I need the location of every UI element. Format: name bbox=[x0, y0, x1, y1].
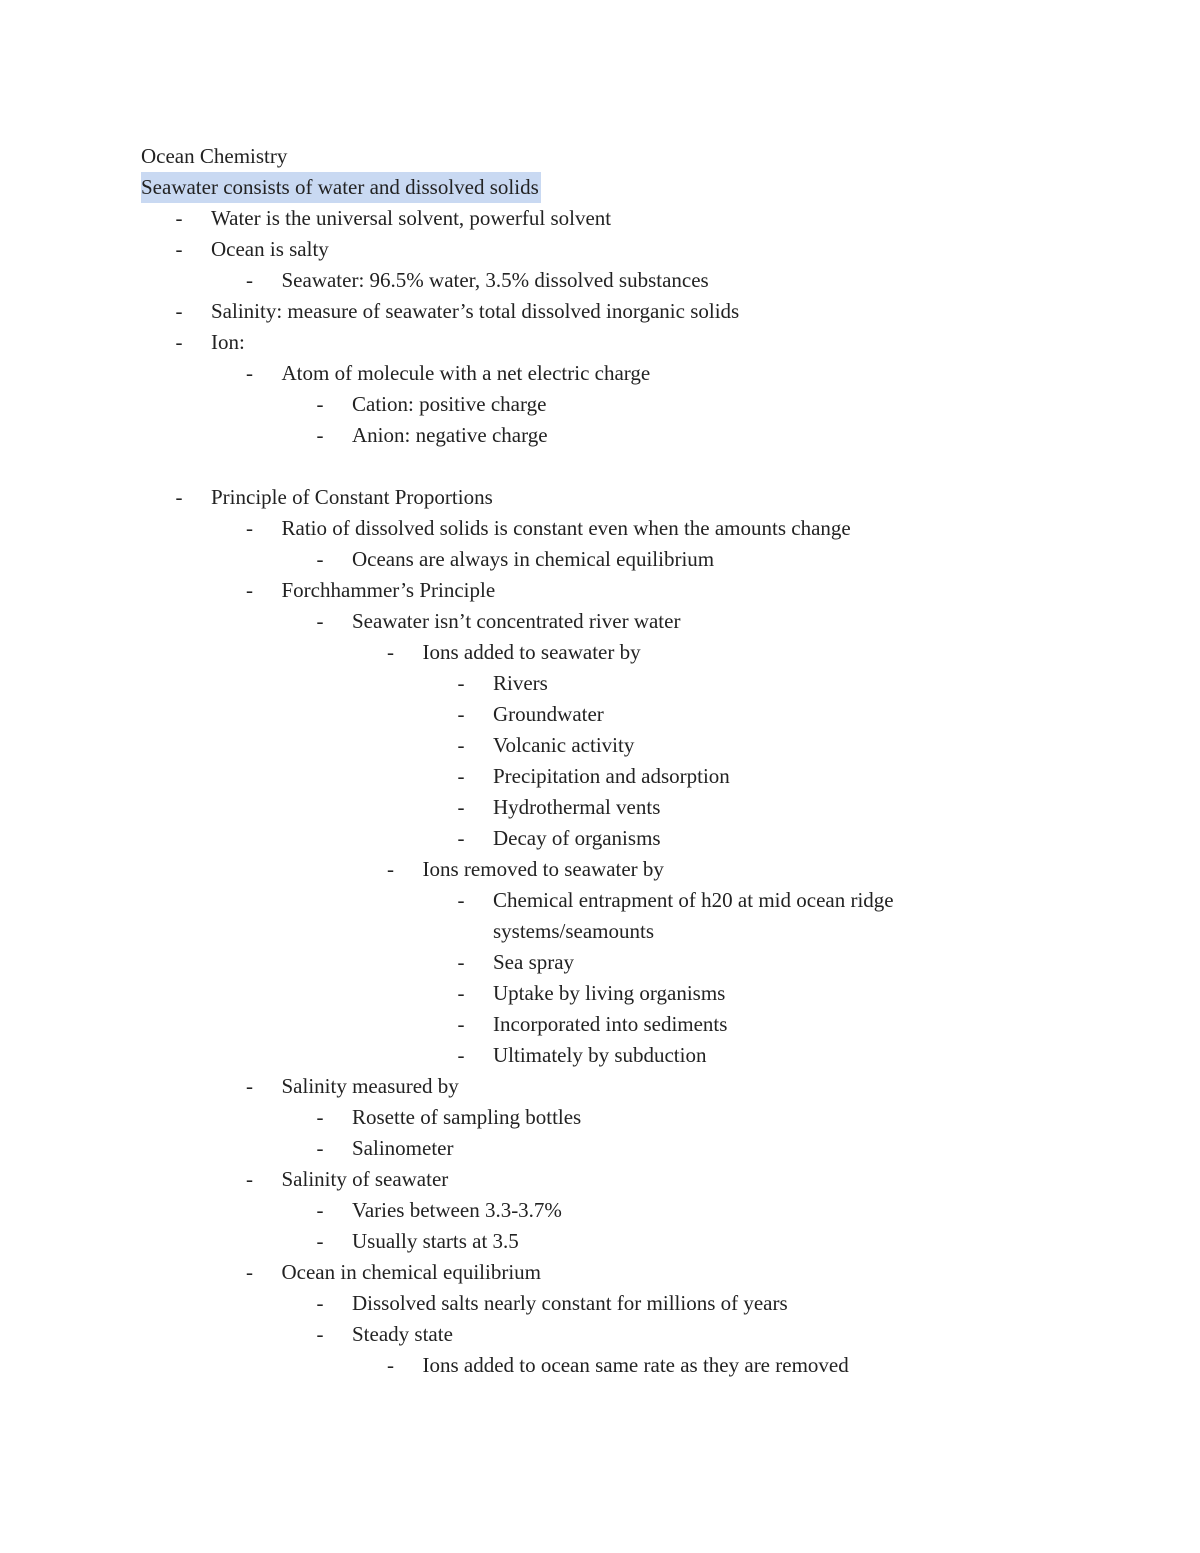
list-item-text[interactable]: Chemical entrapment of h20 at mid ocean ridge bbox=[493, 888, 894, 912]
list-item bbox=[0, 1226, 1200, 1257]
bullet-dash: - bbox=[457, 826, 465, 850]
list-item-text[interactable]: Salinity of seawater bbox=[281, 1167, 449, 1191]
list-item bbox=[0, 699, 1200, 730]
bullet-dash: - bbox=[246, 1074, 253, 1098]
list-item-text[interactable]: Anion: negative charge bbox=[352, 423, 548, 447]
bullet-dash: - bbox=[387, 857, 394, 881]
list-item bbox=[0, 761, 1200, 792]
bullet-dash: - bbox=[457, 702, 465, 726]
list-item-text[interactable]: Forchhammer’s Principle bbox=[281, 578, 496, 602]
list-item bbox=[0, 1040, 1200, 1071]
bullet-dash: - bbox=[316, 423, 324, 447]
bullet-dash: - bbox=[457, 888, 465, 912]
bullet-dash: - bbox=[246, 1167, 253, 1191]
list-item-text[interactable]: Volcanic activity bbox=[493, 733, 635, 757]
bullet-dash: - bbox=[175, 237, 183, 261]
bullet-dash: - bbox=[316, 547, 324, 571]
list-item bbox=[0, 1288, 1200, 1319]
list-item bbox=[0, 885, 1200, 916]
bullet-dash: - bbox=[175, 299, 183, 323]
list-item-text[interactable]: Steady state bbox=[352, 1322, 453, 1346]
list-item bbox=[0, 1350, 1200, 1381]
list-item bbox=[0, 1071, 1200, 1102]
list-item bbox=[0, 296, 1200, 327]
bullet-dash: - bbox=[316, 1291, 324, 1315]
bullet-dash: - bbox=[246, 1260, 253, 1284]
list-item-text[interactable]: Ocean is salty bbox=[211, 237, 329, 261]
list-item-text[interactable]: systems/seamounts bbox=[493, 919, 654, 943]
document-title[interactable]: Ocean Chemistry bbox=[141, 144, 288, 168]
bullet-dash: - bbox=[316, 1229, 324, 1253]
bullet-dash: - bbox=[316, 1198, 324, 1222]
list-item bbox=[0, 327, 1200, 358]
highlighted-heading[interactable]: Seawater consists of water and dissolved solids bbox=[141, 172, 541, 203]
bullet-dash: - bbox=[316, 1105, 324, 1129]
list-item bbox=[0, 1319, 1200, 1350]
title-line bbox=[0, 141, 1200, 172]
list-item bbox=[0, 978, 1200, 1009]
list-item bbox=[0, 482, 1200, 513]
list-item-text[interactable]: Decay of organisms bbox=[493, 826, 661, 850]
bullet-dash: - bbox=[457, 733, 465, 757]
list-item bbox=[0, 1009, 1200, 1040]
list-item-text[interactable]: Ions added to ocean same rate as they are removed bbox=[422, 1353, 849, 1377]
bullet-dash: - bbox=[457, 950, 465, 974]
list-item bbox=[0, 203, 1200, 234]
list-item bbox=[0, 854, 1200, 885]
list-item-text[interactable]: Uptake by living organisms bbox=[493, 981, 726, 1005]
list-item-text[interactable]: Rivers bbox=[493, 671, 548, 695]
list-item-text[interactable]: Ultimately by subduction bbox=[493, 1043, 707, 1067]
list-item-text[interactable]: Ion: bbox=[211, 330, 245, 354]
list-item bbox=[0, 1102, 1200, 1133]
list-item-text[interactable]: Salinometer bbox=[352, 1136, 454, 1160]
list-item-text[interactable]: Varies between 3.3-3.7% bbox=[352, 1198, 562, 1222]
list-item-text[interactable]: Precipitation and adsorption bbox=[493, 764, 730, 788]
bullet-dash: - bbox=[175, 485, 183, 509]
list-item bbox=[0, 730, 1200, 761]
list-item bbox=[0, 358, 1200, 389]
list-item bbox=[0, 575, 1200, 606]
list-item-text[interactable]: Ratio of dissolved solids is constant even when the amounts change bbox=[281, 516, 851, 540]
list-item bbox=[0, 947, 1200, 978]
list-item-text[interactable]: Atom of molecule with a net electric charge bbox=[281, 361, 651, 385]
list-item-text[interactable]: Principle of Constant Proportions bbox=[211, 485, 493, 509]
bullet-dash: - bbox=[316, 1322, 324, 1346]
list-item-text[interactable]: Ions removed to seawater by bbox=[422, 857, 664, 881]
bullet-dash: - bbox=[457, 981, 465, 1005]
bullet-dash: - bbox=[457, 1012, 465, 1036]
bullet-dash: - bbox=[387, 640, 394, 664]
list-item-text[interactable]: Usually starts at 3.5 bbox=[352, 1229, 519, 1253]
list-item bbox=[0, 544, 1200, 575]
list-item-text[interactable]: Seawater: 96.5% water, 3.5% dissolved substances bbox=[281, 268, 709, 292]
list-item bbox=[0, 1133, 1200, 1164]
list-item bbox=[0, 389, 1200, 420]
list-item bbox=[0, 420, 1200, 451]
list-item bbox=[0, 1195, 1200, 1226]
list-item-text[interactable]: Water is the universal solvent, powerful solvent bbox=[211, 206, 612, 230]
list-item bbox=[0, 1257, 1200, 1288]
list-item-text[interactable]: Sea spray bbox=[493, 950, 575, 974]
list-item bbox=[0, 234, 1200, 265]
list-item bbox=[0, 1164, 1200, 1195]
bullet-dash: - bbox=[387, 1353, 394, 1377]
list-item-text[interactable]: Incorporated into sediments bbox=[493, 1012, 728, 1036]
list-item bbox=[0, 668, 1200, 699]
bullet-dash: - bbox=[316, 392, 324, 416]
list-item-text[interactable]: Oceans are always in chemical equilibrium bbox=[352, 547, 715, 571]
bullet-dash: - bbox=[246, 516, 253, 540]
list-item bbox=[0, 916, 1200, 947]
list-item-text[interactable]: Dissolved salts nearly constant for millions of years bbox=[352, 1291, 788, 1315]
bullet-dash: - bbox=[457, 764, 465, 788]
blank-line bbox=[0, 451, 1200, 482]
list-item bbox=[0, 265, 1200, 296]
list-item bbox=[0, 792, 1200, 823]
bullet-dash: - bbox=[246, 578, 253, 602]
bullet-dash: - bbox=[457, 795, 465, 819]
list-item-text[interactable]: Ocean in chemical equilibrium bbox=[281, 1260, 541, 1284]
bullet-dash: - bbox=[246, 361, 253, 385]
list-item-text[interactable]: Groundwater bbox=[493, 702, 604, 726]
list-item bbox=[0, 513, 1200, 544]
bullet-dash: - bbox=[175, 330, 183, 354]
list-item bbox=[0, 637, 1200, 668]
list-item-text[interactable]: Salinity: measure of seawater’s total dissolved inorganic solids bbox=[211, 299, 740, 323]
bullet-dash: - bbox=[316, 1136, 324, 1160]
list-item-text[interactable]: Rosette of sampling bottles bbox=[352, 1105, 582, 1129]
list-item bbox=[0, 823, 1200, 854]
list-item-text[interactable]: Salinity measured by bbox=[281, 1074, 459, 1098]
bullet-dash: - bbox=[457, 1043, 465, 1067]
bullet-dash: - bbox=[316, 609, 324, 633]
list-item-text[interactable]: Ions added to seawater by bbox=[422, 640, 641, 664]
list-item-text[interactable]: Cation: positive charge bbox=[352, 392, 547, 416]
bullet-dash: - bbox=[246, 268, 253, 292]
subtitle-line bbox=[0, 172, 1200, 203]
list-item bbox=[0, 606, 1200, 637]
bullet-dash: - bbox=[175, 206, 183, 230]
bullet-dash: - bbox=[457, 671, 465, 695]
list-item-text[interactable]: Hydrothermal vents bbox=[493, 795, 661, 819]
list-item-text[interactable]: Seawater isn’t concentrated river water bbox=[352, 609, 681, 633]
